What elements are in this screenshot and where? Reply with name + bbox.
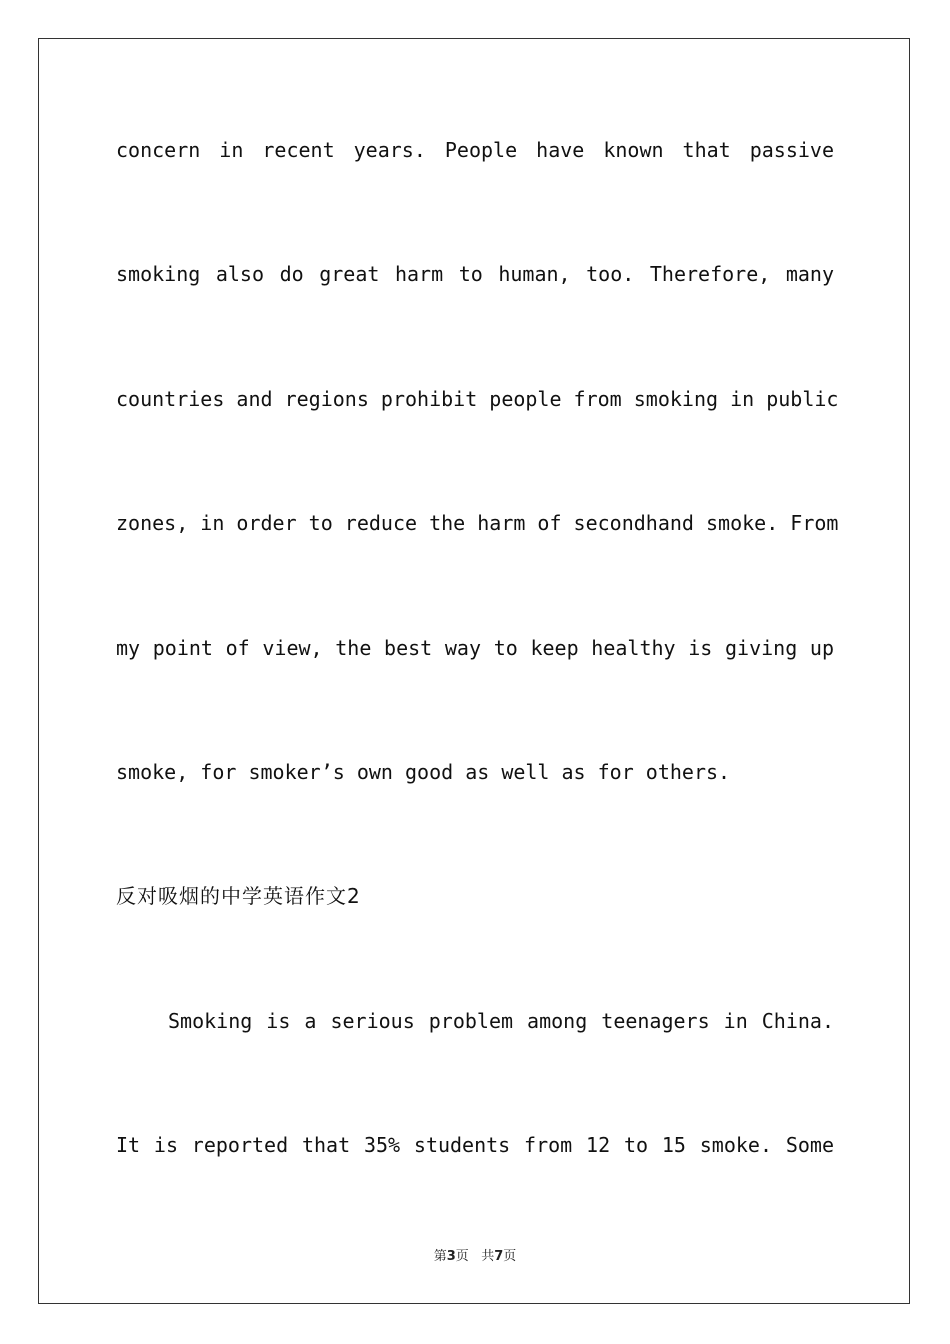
footer-page-prefix: 第	[433, 1249, 447, 1264]
body-line-3: countries and regions prohibit people from smoking in public	[116, 387, 839, 411]
page-footer	[0, 1248, 950, 1266]
body-line-6: smoke, for smoker’s own good as well as for others.	[116, 760, 731, 784]
footer-total-suffix: 页	[503, 1249, 517, 1264]
footer-page-number: 3	[446, 1249, 456, 1264]
footer-total-number: 7	[494, 1249, 504, 1264]
section-heading: 反对吸烟的中学英语作文2	[116, 884, 361, 908]
page-border	[38, 38, 910, 1304]
body-line-8: It is reported that 35% students from 12 to 15 smoke. Some	[116, 1133, 834, 1157]
body-line-2: smoking also do great harm to human, too. Therefore, many	[116, 262, 834, 286]
body-line-4: zones, in order to reduce the harm of secondhand smoke. From	[116, 511, 839, 535]
footer-total-prefix: 共	[481, 1249, 495, 1264]
body-line-5: my point of view, the best way to keep healthy is giving up	[116, 636, 834, 660]
footer-page-suffix: 页	[455, 1249, 469, 1264]
body-line-7: Smoking is a serious problem among teenagers in China.	[168, 1009, 834, 1033]
body-line-1: concern in recent years. People have known that passive	[116, 138, 834, 162]
